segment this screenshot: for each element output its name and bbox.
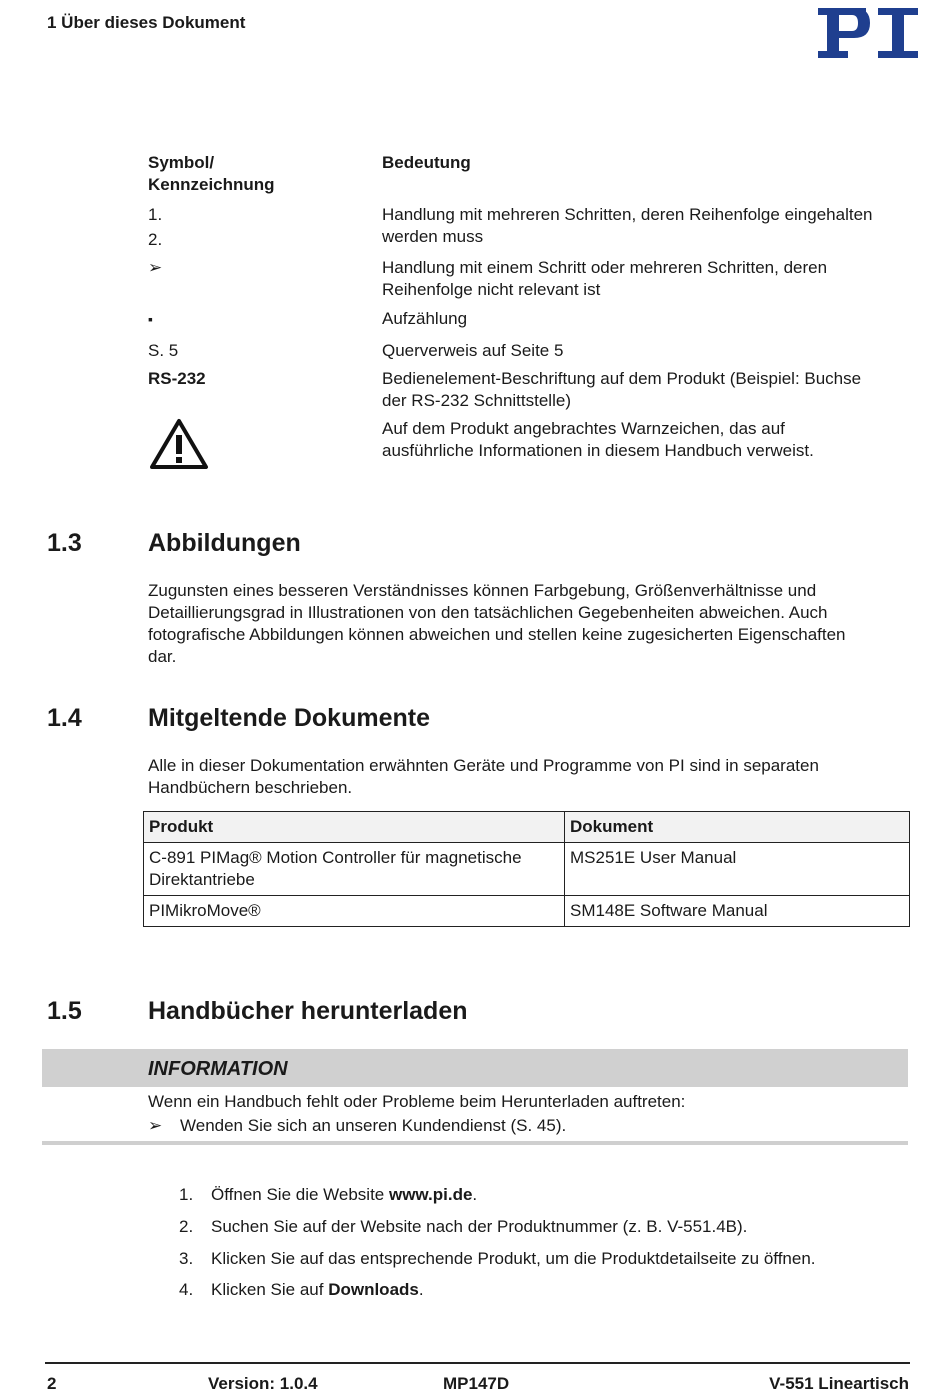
warning-triangle-icon xyxy=(149,418,209,470)
step-number: 2. xyxy=(179,1217,194,1236)
legend-meaning-crossref: Querverweis auf Seite 5 xyxy=(382,341,564,360)
step-text: Suchen Sie auf der Website nach der Produktnummer (z. B. V-551.4B). xyxy=(211,1217,748,1236)
section-number-1-3: 1.3 xyxy=(47,529,82,557)
arrow-bullet-icon: ➢ xyxy=(148,1116,163,1135)
step-text: Klicken Sie auf das entsprechende Produkt, um die Produktdetailseite zu öffnen. xyxy=(211,1249,816,1268)
legend-col-symbol: Symbol/ Kennzeichnung xyxy=(148,153,275,194)
table-row xyxy=(144,843,910,896)
table-cell-document: SM148E Software Manual xyxy=(565,896,910,927)
legend-symbol-label: RS-232 xyxy=(148,369,206,388)
legend-meaning-label: Bedienelement-Beschriftung auf dem Produkt (Beispiel: Buchse der RS-232 Schnittstelle) xyxy=(382,369,862,410)
table-cell-product: C-891 PIMag® Motion Controller für magnetische Direktantriebe xyxy=(144,843,565,896)
table-header-dokument: Dokument xyxy=(565,812,910,843)
legend-meaning-warning: Auf dem Produkt angebrachtes Warnzeichen, das auf ausführliche Informationen in diesem Handbuch verweist. xyxy=(382,419,814,460)
step-number: 3. xyxy=(179,1249,194,1268)
step-text: Öffnen Sie die Website www.pi.de. xyxy=(211,1185,478,1204)
information-action: Wenden Sie sich an unseren Kundendienst (S. 45). xyxy=(180,1116,567,1135)
footer-page-number: 2 xyxy=(47,1374,57,1393)
section-title-mitgeltende-dokumente: Mitgeltende Dokumente xyxy=(148,704,430,732)
section-number-1-5: 1.5 xyxy=(47,997,82,1025)
footer-product: V-551 Lineartisch xyxy=(769,1374,909,1393)
footer-version: Version: 1.0.4 xyxy=(208,1374,318,1393)
section-number-1-4: 1.4 xyxy=(47,704,82,732)
legend-symbol-numbered: 1. 2. xyxy=(148,205,163,249)
legend-col-meaning: Bedeutung xyxy=(382,153,471,172)
information-text: Wenn ein Handbuch fehlt oder Probleme beim Herunterladen auftreten: xyxy=(148,1092,686,1111)
section-title-handbuecher: Handbücher herunterladen xyxy=(148,997,468,1025)
step-text: Klicken Sie auf Downloads. xyxy=(211,1280,424,1299)
legend-symbol-crossref: S. 5 xyxy=(148,341,179,360)
footer-doc-id: MP147D xyxy=(443,1374,510,1393)
legend-symbol-bullet: ▪ xyxy=(148,311,153,327)
table-header-row xyxy=(144,812,910,843)
page-header-title: 1 Über dieses Dokument xyxy=(47,13,246,32)
table-header-produkt: Produkt xyxy=(144,812,565,843)
legend-meaning-arrow: Handlung mit einem Schritt oder mehreren Schritten, deren Reihenfolge nicht relevant ist xyxy=(382,258,828,299)
abbildungen-paragraph: Zugunsten eines besseren Verständnisses können Farbgebung, Größenverhältnisse und Detaillierungsgrad in Illustrationen von den tatsächlichen Gegebenheiten abweichen. Auch fotografische Abbildungen können abweichen und stellen keine zugesicherten Eigenschaften dar. xyxy=(148,581,846,666)
step-number: 1. xyxy=(179,1185,194,1204)
mitgeltende-paragraph: Alle in dieser Dokumentation erwähnten Geräte und Programme von PI sind in separaten Handbüchern beschrieben. xyxy=(148,756,819,797)
footer-divider xyxy=(45,1362,910,1364)
legend-meaning-numbered: Handlung mit mehreren Schritten, deren Reihenfolge eingehalten werden muss xyxy=(382,205,873,246)
pi-logo xyxy=(814,6,922,60)
table-row xyxy=(144,896,910,927)
step-number: 4. xyxy=(179,1280,194,1299)
information-box-divider xyxy=(42,1141,908,1145)
table-cell-document: MS251E User Manual xyxy=(565,843,910,896)
information-title: INFORMATION xyxy=(148,1058,288,1080)
table-cell-product: PIMikroMove® xyxy=(144,896,565,927)
website-link[interactable]: www.pi.de xyxy=(388,1185,473,1204)
legend-symbol-arrow: ➢ xyxy=(148,258,163,277)
legend-meaning-bullet: Aufzählung xyxy=(382,309,468,328)
section-title-abbildungen: Abbildungen xyxy=(148,529,301,557)
documents-table xyxy=(143,811,910,927)
